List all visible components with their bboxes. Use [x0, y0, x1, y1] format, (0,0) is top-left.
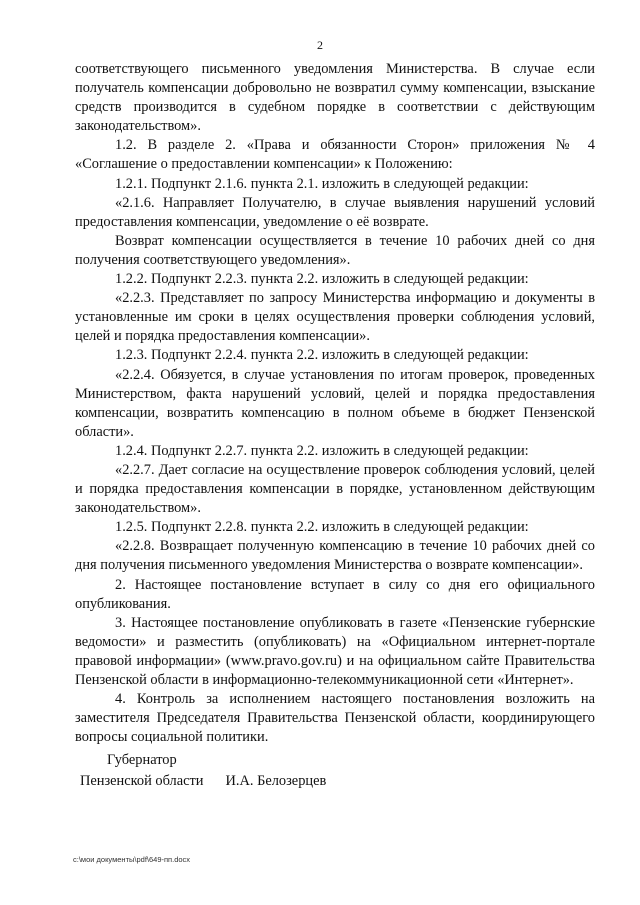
page-number: 2 [317, 38, 323, 52]
paragraph: «2.2.7. Дает согласие на осуществление проверок соблюдения условий, целей и порядка предоставления компенсации в порядке, установленном действующим законодательством». [75, 461, 595, 517]
signatory-title: Губернатор [107, 752, 177, 768]
paragraph: 4. Контроль за исполнением настоящего постановления возложить на заместителя Председателя Правительства Пензенской области, координирующего вопросы социальной политики. [75, 691, 595, 746]
signature-block [80, 750, 326, 792]
paragraph: 1.2.2. Подпункт 2.2.3. пункта 2.2. изложить в следующей редакции: [115, 271, 529, 288]
paragraph: «2.1.6. Направляет Получателю, в случае выявления нарушений условий предоставления компенсации, уведомление о её возврате. [75, 194, 595, 230]
signatory-name: И.А. Белозерцев [225, 773, 327, 789]
paragraph: «2.2.4. Обязуется, в случае установления по итогам проверок, проведенных Министерством, факта нарушений условий, целей и порядка предоставления компенсации, возвратить компенсацию в полном объеме в бюджет Пензенской области». [75, 366, 595, 440]
paragraph: 1.2.3. Подпункт 2.2.4. пункта 2.2. изложить в следующей редакции: [115, 347, 529, 364]
document-body [75, 60, 595, 747]
paragraph: 1.2.1. Подпункт 2.1.6. пункта 2.1. изложить в следующей редакции: [115, 175, 529, 192]
paragraph: Возврат компенсации осуществляется в течение 10 рабочих дней со дня получения соответствующего уведомления». [75, 232, 595, 268]
signatory-row [80, 771, 326, 792]
paragraph: 1.2. В разделе 2. «Права и обязанности Сторон» приложения № 4 «Соглашение о предоставлении компенсации» к Положению: [75, 137, 595, 173]
file-path-footer: c:\мои документы\pdf\649-пп.docx [73, 855, 191, 864]
paragraph: 1.2.5. Подпункт 2.2.8. пункта 2.2. изложить в следующей редакции: [115, 519, 529, 536]
paragraph: соответствующего письменного уведомления Министерства. В случае если получатель компенсации добровольно не возвратил сумму компенсации, взыскание средств производится в судебном порядке в соответствии с действующим законодательством». [75, 61, 595, 135]
paragraph: 3. Настоящее постановление опубликовать в газете «Пензенские губернские ведомости» и разместить (опубликовать) на «Официальном интернет-портале правовой информации» (www.pravo.gov.ru) и на официальном сайте Правительства Пензенской области в информационно-телекоммуникационной сети «Интернет». [75, 614, 595, 688]
paragraph: «2.2.8. Возвращает полученную компенсацию в течение 10 рабочих дней со дня получения письменного уведомления Министерства о возврате компенсации». [75, 538, 595, 574]
paragraph: «2.2.3. Представляет по запросу Министерства информацию и документы в установленные им сроки в целях осуществления проверки соблюдения условий, целей и порядка предоставления компенсации». [75, 290, 595, 345]
signatory-region: Пензенской области [80, 773, 204, 789]
paragraph: 2. Настоящее постановление вступает в силу со дня его официального опубликования. [75, 576, 595, 612]
paragraph: 1.2.4. Подпункт 2.2.7. пункта 2.2. изложить в следующей редакции: [115, 442, 529, 459]
